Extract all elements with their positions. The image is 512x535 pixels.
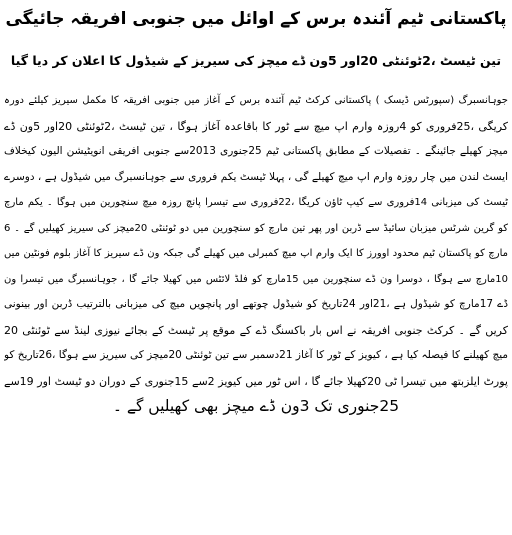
body-line: جوہانسبرگ (سپورٹس ڈیسک ) پاکستانی کرکٹ ٹیم آئندہ برس کے آغاز میں جنوبی افریقہ کا مکمل سیریز کیلئے دورہ (4, 95, 508, 106)
news-article (4, 2, 508, 533)
body-line: کو گرین شرٹس میزبان سائیڈ سے ڈربن اور پھر تین مارچ کو سنچورین میں دو ٹوئنٹی 20میچز کی سیریز کھیلیں گے ۔ 6 (4, 222, 508, 234)
body-line: 10مارچ سے ہوگا ، دوسرا ون ڈے سنچورین میں 15مارچ کو فلڈ لائٹس میں کھیلا جائے گا ، جوہانسبرگ میں تیسرا ون (4, 273, 508, 285)
body-line: مارچ کو پاکستان ٹیم محدود اوورز کا ایک وارم اپ میچ کمبرلی میں کھیلے گی جبکہ ون ڈے سیریز کا آغاز بلوم فونٹین میں (4, 248, 508, 259)
body-line: ایسٹ لندن میں چار روزہ وارم اپ میچ کھیلے گی ، پہلا ٹیسٹ یکم فروری سے جوہانسبرگ میں شیڈول ہے ، دوسرے (4, 170, 508, 183)
body-line: ڈے 17مارچ کو شیڈول ہے ،21اور 24تاریخ کو شیڈول چوتھے اور پانچویں میچ کی میزبانی بالترتیب ڈربن اور بینونی (4, 298, 508, 310)
headline-main: پاکستانی ٹیم آئندہ برس کے اوائل میں جنوبی افریقہ جائیگی (5, 9, 507, 29)
body-line: پورٹ ایلزبتھ میں تیسرا ٹی 20کھیلا جائے گا ، اس ٹور میں کیویز 2سے 15جنوری کے دوران دو ٹیسٹ اور 19سے (4, 374, 508, 388)
body-line: میچز کھیلے جائینگے ۔ تفصیلات کے مطابق پاکستانی ٹیم 25جنوری 2013سے جنوبی افریقی انویٹیشن الیون کیخلاف (4, 145, 508, 157)
body-line: 25جنوری تک 3ون ڈے میچز بھی کھیلیں گے ۔ (112, 397, 400, 415)
body-line: میچ کھیلنے کا فیصلہ کیا ہے ، کیویز کے ٹور کا آغاز 21دسمبر سے تین ٹوئنٹی 20میچز کی سیریز سے ہوگا ،26تاریخ کو (4, 349, 508, 361)
article-body (4, 88, 508, 420)
body-line: کریگی ،25فروری کو 4روزہ وارم اپ میچ سے ٹور کا باقاعدہ آغاز ہوگا ، تین ٹیسٹ ،2ٹوئنٹی 20اور 5ون ڈے (4, 119, 508, 133)
body-line: کریں گے ۔ کرکٹ جنوبی افریقہ نے اس بار باکسنگ ڈے کے موقع پر ٹیسٹ کے بجائے نیوزی لینڈ سے ٹوئنٹی 20 (4, 323, 508, 337)
headline-sub: تین ٹیسٹ ،2ٹوئنٹی 20اور 5ون ڈے میچز کی سیریز کے شیڈول کا اعلان کر دیا گیا (10, 53, 502, 68)
body-line: ٹیسٹ کی میزبانی 14فروری سے کیپ ٹاؤن کریگا ،22فروری سے تیسرا پانچ روزہ میچ سنچورین میں ہوگا ۔ یکم مارچ (4, 197, 508, 208)
